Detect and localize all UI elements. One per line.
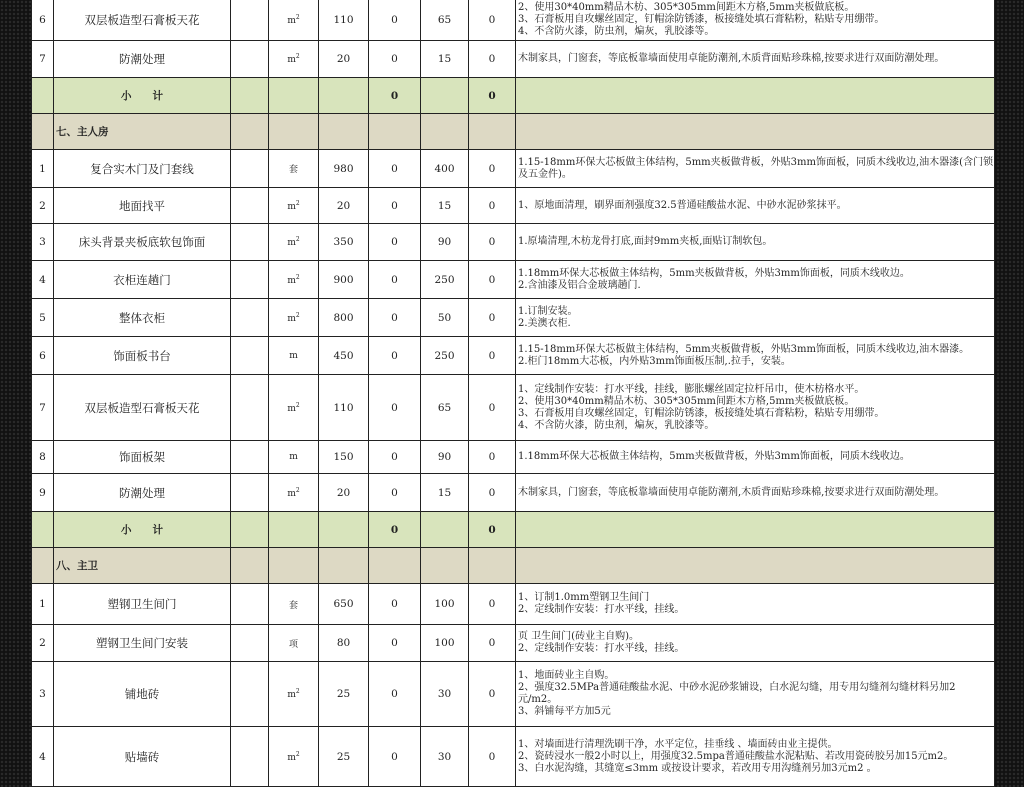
blank-cell [231, 474, 269, 512]
unit-price: 980 [319, 150, 369, 188]
row-number: 3 [32, 662, 54, 727]
item-name: 塑钢卫生间门安装 [54, 625, 231, 662]
description: 1、对墙面进行清理洗刷干净，水平定位，挂垂线 、墙面砖由业主提供。 2、瓷砖浸水一般2小时以上，用强度32.5mpa普通硅酸盐水泥粘贴、若改用瓷砖胶另加15元m2。 3、白水泥沟缝，其缝宽≤3mm 或按设计要求，若改用专用沟缝剂另加3元m2 。 [516, 727, 995, 787]
cell [231, 548, 269, 584]
cell [469, 548, 516, 584]
labor-price: 90 [421, 441, 469, 474]
amount-1: 0 [369, 41, 421, 78]
amount-1: 0 [369, 299, 421, 337]
cell [516, 78, 995, 114]
amount-1: 0 [369, 441, 421, 474]
row-number: 6 [32, 0, 54, 41]
table-row [32, 150, 995, 188]
unit-price: 900 [319, 261, 369, 299]
section-title: 八、主卫 [54, 548, 231, 584]
cell [319, 78, 369, 114]
unit-price: 800 [319, 299, 369, 337]
cell [231, 78, 269, 114]
amount-2: 0 [469, 662, 516, 727]
description: 1、定线制作安装：打水平线，挂线，膨胀螺丝固定拉杆吊巾，使木枋格水平。 2、使用30*40mm精品木枋、305*305mm间距木方格,5mm夹板做底板。 3、石膏板用自攻螺丝固定，钉帽涂防锈漆，板接缝处填石膏粘粉，粘贴专用绷带。 4、不含防火漆，防虫剂，煸灰，乳胶漆等。 [516, 375, 995, 441]
amount-2: 0 [469, 584, 516, 625]
blank-cell [231, 625, 269, 662]
labor-price: 30 [421, 662, 469, 727]
item-name: 床头背景夹板底软包饰面 [54, 224, 231, 261]
labor-price: 65 [421, 375, 469, 441]
labor-price: 15 [421, 188, 469, 224]
section-header-row [32, 548, 995, 584]
blank-cell [231, 188, 269, 224]
subtotal-amount-1: 0 [369, 78, 421, 114]
amount-2: 0 [469, 41, 516, 78]
cell [369, 548, 421, 584]
table-row [32, 299, 995, 337]
unit-superscript: 2 [295, 53, 300, 60]
blank-cell [231, 150, 269, 188]
unit-price: 450 [319, 337, 369, 375]
unit: m [289, 350, 298, 361]
description: 页 卫生间门(砖业主自购)。 2、定线制作安装：打水平线，挂线。 [516, 625, 995, 662]
row-number: 1 [32, 150, 54, 188]
unit-cell [269, 188, 319, 224]
unit-cell [269, 0, 319, 41]
unit-cell [269, 584, 319, 625]
labor-price: 15 [421, 41, 469, 78]
item-name: 复合实木门及门套线 [54, 150, 231, 188]
unit-superscript: 2 [295, 14, 300, 21]
amount-2: 0 [469, 337, 516, 375]
cell [421, 512, 469, 548]
description: 1、订制1.0mm塑钢卫生间门 2、定线制作安装：打水平线，挂线。 [516, 584, 995, 625]
table-row [32, 188, 995, 224]
unit-superscript: 2 [295, 236, 300, 243]
amount-2: 0 [469, 474, 516, 512]
cell [231, 114, 269, 150]
description: 1.原墙清理,木枋龙骨打底,面封9mm夹板,面贴订制软包。 [516, 224, 995, 261]
row-number: 6 [32, 337, 54, 375]
subtotal-row [32, 78, 995, 114]
item-name: 铺地砖 [54, 662, 231, 727]
amount-1: 0 [369, 727, 421, 787]
blank-cell [231, 224, 269, 261]
row-number: 2 [32, 188, 54, 224]
unit-price: 110 [319, 0, 369, 41]
cell [319, 548, 369, 584]
unit-price: 150 [319, 441, 369, 474]
item-name: 防潮处理 [54, 41, 231, 78]
unit: 项 [288, 639, 298, 650]
labor-price: 100 [421, 584, 469, 625]
unit: 套 [288, 165, 298, 175]
unit-cell [269, 474, 319, 512]
blank-cell [231, 299, 269, 337]
item-name: 饰面板书台 [54, 337, 231, 375]
table-row [32, 0, 995, 41]
cell [32, 78, 54, 114]
table-row [32, 224, 995, 261]
amount-2: 0 [469, 625, 516, 662]
amount-1: 0 [369, 150, 421, 188]
blank-cell [231, 41, 269, 78]
description: 木制家具，门窗套，等底板靠墙面使用卓能防潮剂,木质背面贴珍珠棉,按要求进行双面防潮处理。 [516, 474, 995, 512]
cell [516, 114, 995, 150]
amount-1: 0 [369, 662, 421, 727]
table-row [32, 441, 995, 474]
unit-price: 110 [319, 375, 369, 441]
description: 2、使用30*40mm精品木枋、305*305mm间距木方格,5mm夹板做底板。 3、石膏板用自攻螺丝固定，钉帽涂防锈漆，板接缝处填石膏粘粉，粘贴专用绷带。 4、不含防火漆，防虫剂，煸灰，乳胶漆等。 [516, 0, 995, 41]
description: 1.15-18mm环保大芯板做主体结构，5mm夹板做背板，外贴3mm饰面板，同质木线收边,油木器漆(含门锁及五金件)。 [516, 150, 995, 188]
unit: m [289, 452, 298, 462]
row-number: 4 [32, 727, 54, 787]
labor-price: 65 [421, 0, 469, 41]
unit-cell [269, 150, 319, 188]
labor-price: 100 [421, 625, 469, 662]
section-title: 七、主人房 [54, 114, 231, 150]
subtotal-label: 小 计 [54, 512, 231, 548]
description: 1.15-18mm环保大芯板做主体结构，5mm夹板做背板，外贴3mm饰面板，同质木线收边,油木器漆。 2.柜门18mm大芯板，内外贴3mm饰面板压制,.拉手，安装。 [516, 337, 995, 375]
amount-2: 0 [469, 0, 516, 41]
cell [421, 114, 469, 150]
blank-cell [231, 441, 269, 474]
description: 木制家具，门窗套，等底板靠墙面使用卓能防潮剂,木质背面贴珍珠棉,按要求进行双面防潮处理。 [516, 41, 995, 78]
amount-2: 0 [469, 261, 516, 299]
cell [269, 78, 319, 114]
table-row [32, 662, 995, 727]
labor-price: 250 [421, 261, 469, 299]
description: 1.18mm环保大芯板做主体结构，5mm夹板做背板，外贴3mm饰面板，同质木线收边。 [516, 441, 995, 474]
subtotal-row [32, 512, 995, 548]
amount-2: 0 [469, 299, 516, 337]
unit-cell [269, 299, 319, 337]
section-header-row [32, 114, 995, 150]
amount-2: 0 [469, 727, 516, 787]
subtotal-label: 小 计 [54, 78, 231, 114]
row-number: 9 [32, 474, 54, 512]
item-name: 地面找平 [54, 188, 231, 224]
item-name: 饰面板架 [54, 441, 231, 474]
amount-2: 0 [469, 150, 516, 188]
cell [319, 512, 369, 548]
table-row [32, 261, 995, 299]
labor-price: 50 [421, 299, 469, 337]
description: 1、地面砖业主自购。 2、强度32.5MPa普通硅酸盐水泥、中砂水泥砂浆铺设，白水泥勾缝，用专用勾缝剂勾缝材料另加2元/m2。 3、斜铺每平方加5元 [516, 662, 995, 727]
unit: m [287, 403, 296, 414]
cell [516, 512, 995, 548]
unit-superscript: 2 [295, 273, 300, 281]
item-name: 双层板造型石膏板天花 [54, 375, 231, 441]
blank-cell [231, 584, 269, 625]
cell [32, 548, 54, 584]
amount-2: 0 [469, 188, 516, 224]
table-row [32, 625, 995, 662]
description: 1.订制安装。 2.美澳衣柜. [516, 299, 995, 337]
unit: m [287, 238, 296, 248]
row-number: 3 [32, 224, 54, 261]
unit: m [287, 275, 296, 286]
cell [421, 548, 469, 584]
unit: 套 [288, 600, 298, 611]
unit-price: 20 [319, 41, 369, 78]
unit-cell [269, 662, 319, 727]
blank-cell [231, 375, 269, 441]
cell [32, 114, 54, 150]
unit-cell [269, 224, 319, 261]
row-number: 8 [32, 441, 54, 474]
unit-price: 650 [319, 584, 369, 625]
amount-2: 0 [469, 441, 516, 474]
unit-price: 80 [319, 625, 369, 662]
amount-2: 0 [469, 224, 516, 261]
labor-price: 90 [421, 224, 469, 261]
unit: m [287, 488, 296, 499]
unit-superscript: 2 [295, 311, 300, 319]
unit-cell [269, 261, 319, 299]
quote-sheet [31, 0, 994, 787]
unit: m [287, 752, 296, 763]
labor-price: 30 [421, 727, 469, 787]
description: 1.18mm环保大芯板做主体结构，5mm夹板做背板，外贴3mm饰面板，同质木线收边。 2.含油漆及铝合金玻璃趟门. [516, 261, 995, 299]
table-row [32, 41, 995, 78]
item-name: 贴墙砖 [54, 727, 231, 787]
item-name: 整体衣柜 [54, 299, 231, 337]
row-number: 7 [32, 375, 54, 441]
unit: m [287, 313, 296, 324]
unit-price: 350 [319, 224, 369, 261]
amount-1: 0 [369, 375, 421, 441]
unit-price: 25 [319, 662, 369, 727]
cell [269, 512, 319, 548]
blank-cell [231, 261, 269, 299]
labor-price: 250 [421, 337, 469, 375]
blank-cell [231, 662, 269, 727]
unit-superscript: 2 [295, 401, 300, 409]
unit: m [287, 16, 296, 26]
table-row [32, 727, 995, 787]
table-row [32, 584, 995, 625]
unit-price: 25 [319, 727, 369, 787]
row-number: 5 [32, 299, 54, 337]
item-name: 衣柜连趟门 [54, 261, 231, 299]
cell [516, 548, 995, 584]
subtotal-amount-2: 0 [469, 78, 516, 114]
unit: m [287, 201, 296, 212]
blank-cell [231, 337, 269, 375]
unit: m [287, 690, 296, 700]
amount-1: 0 [369, 584, 421, 625]
unit-cell [269, 41, 319, 78]
cell [469, 114, 516, 150]
table-row [32, 474, 995, 512]
labor-price: 400 [421, 150, 469, 188]
unit-price: 20 [319, 474, 369, 512]
unit-superscript: 2 [295, 486, 300, 494]
table-row [32, 375, 995, 441]
amount-2: 0 [469, 375, 516, 441]
amount-1: 0 [369, 625, 421, 662]
subtotal-amount-2: 0 [469, 512, 516, 548]
cell [32, 512, 54, 548]
cell [231, 512, 269, 548]
unit-cell [269, 337, 319, 375]
row-number: 7 [32, 41, 54, 78]
row-number: 2 [32, 625, 54, 662]
description: 1、原地面清理，刷界面剂强度32.5普通硅酸盐水泥、中砂水泥砂浆抹平。 [516, 188, 995, 224]
amount-1: 0 [369, 261, 421, 299]
unit: m [287, 55, 296, 65]
cell [319, 114, 369, 150]
item-name: 防潮处理 [54, 474, 231, 512]
amount-1: 0 [369, 337, 421, 375]
unit-cell [269, 625, 319, 662]
item-name: 双层板造型石膏板天花 [54, 0, 231, 41]
unit-cell [269, 441, 319, 474]
table-row [32, 337, 995, 375]
unit-superscript: 2 [295, 750, 300, 758]
amount-1: 0 [369, 224, 421, 261]
cell [421, 78, 469, 114]
unit-cell [269, 375, 319, 441]
row-number: 4 [32, 261, 54, 299]
item-name: 塑钢卫生间门 [54, 584, 231, 625]
blank-cell [231, 727, 269, 787]
unit-superscript: 2 [295, 199, 300, 207]
amount-1: 0 [369, 474, 421, 512]
subtotal-amount-1: 0 [369, 512, 421, 548]
amount-1: 0 [369, 188, 421, 224]
unit-superscript: 2 [295, 688, 300, 695]
amount-1: 0 [369, 0, 421, 41]
blank-cell [231, 0, 269, 41]
cell [369, 114, 421, 150]
unit-price: 20 [319, 188, 369, 224]
row-number: 1 [32, 584, 54, 625]
unit-cell [269, 727, 319, 787]
quote-table [31, 0, 995, 787]
labor-price: 15 [421, 474, 469, 512]
cell [269, 114, 319, 150]
cell [269, 548, 319, 584]
